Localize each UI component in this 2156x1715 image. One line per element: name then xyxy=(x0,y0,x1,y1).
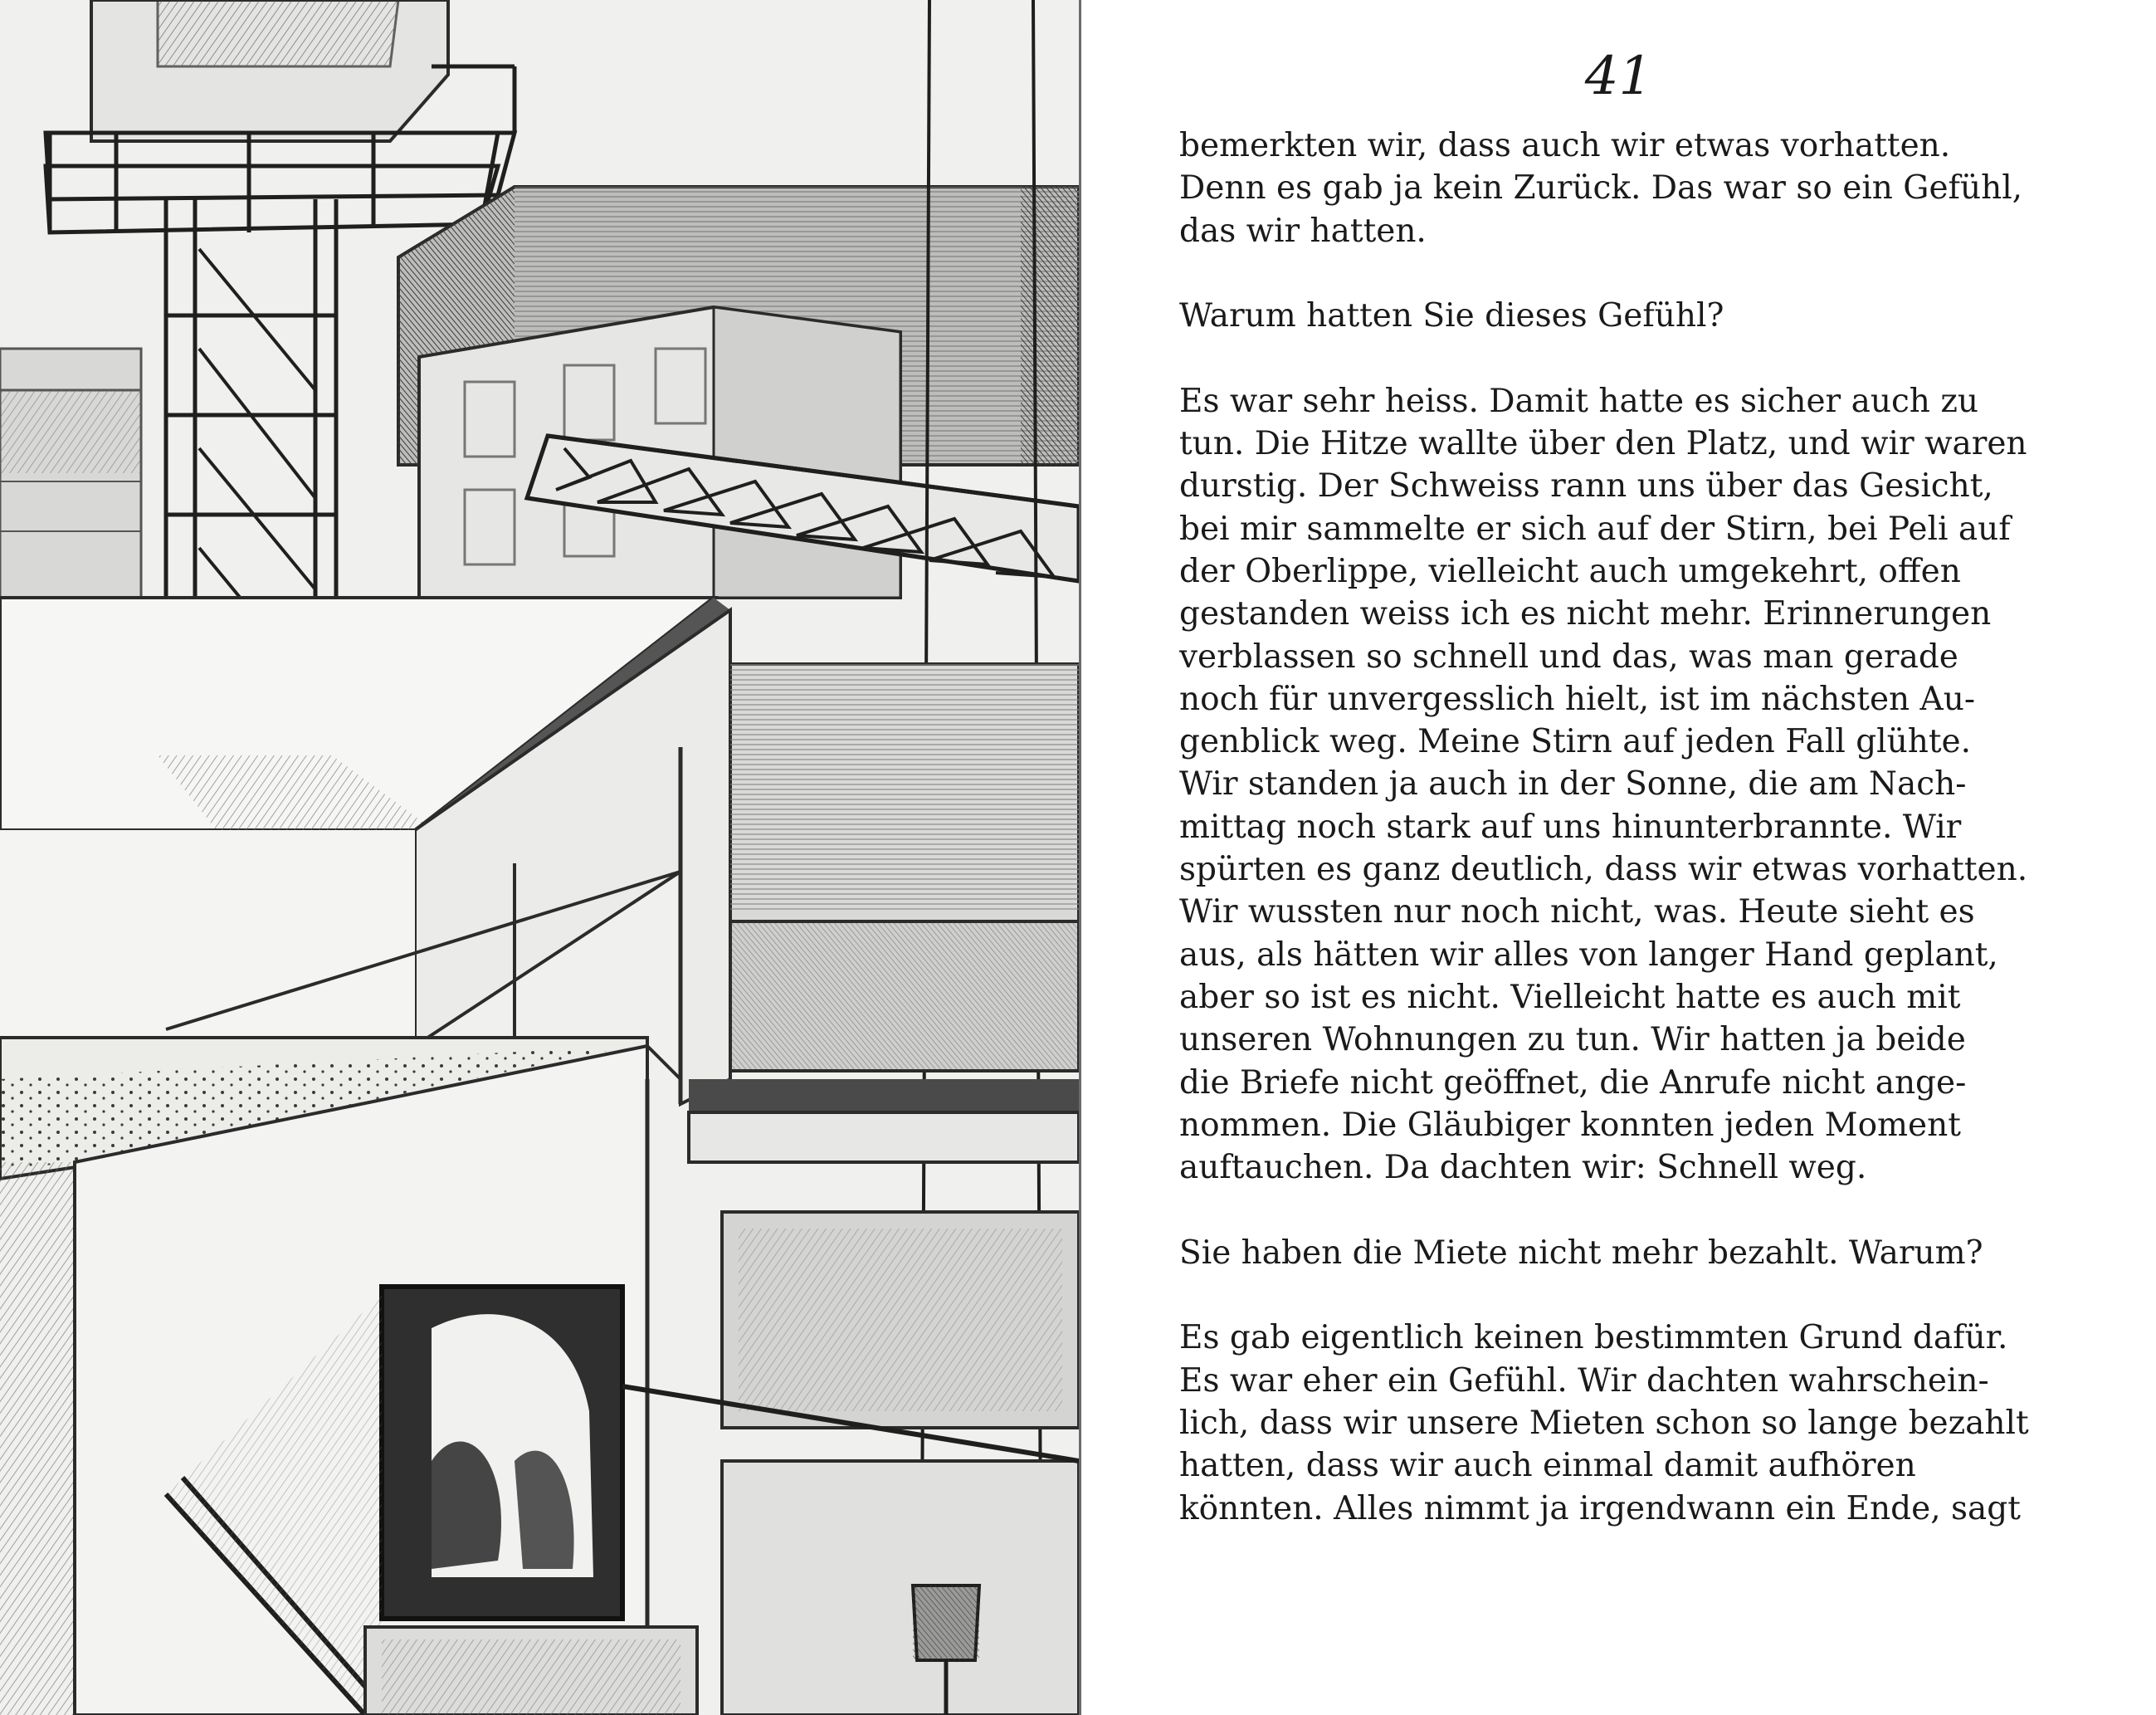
text-line: die Briefe nicht geöffnet, die Anrufe nicht ange- xyxy=(1179,1063,1967,1102)
paragraph-gap xyxy=(1179,1274,2117,1317)
page-number: 41 xyxy=(1584,46,1653,107)
framed-window xyxy=(382,1287,622,1619)
text-line: lich, dass wir unsere Mieten schon so lange bezahlt xyxy=(1179,1404,2029,1442)
top-tower-block xyxy=(91,0,448,141)
text-line: tun. Die Hitze wallte über den Platz, und wir waren xyxy=(1179,425,2027,463)
text-line: spürten es ganz deutlich, dass wir etwas vorhatten. xyxy=(1179,851,2028,889)
text-line: bei mir sammelte er sich auf der Stirn, bei Peli auf xyxy=(1179,510,2011,548)
text-line: Wir standen ja auch in der Sonne, die am Nach- xyxy=(1179,765,1967,804)
text-line: bemerkten wir, dass auch wir etwas vorhatten. xyxy=(1179,127,1951,164)
text-line: gestanden weiss ich es nicht mehr. Erinnerungen xyxy=(1179,595,1992,633)
text-line: durstig. Der Schweiss rann uns über das Gesicht, xyxy=(1179,467,1993,506)
question-line: Sie haben die Miete nicht mehr bezahlt. Warum? xyxy=(1179,1234,1983,1272)
text-page xyxy=(1081,0,2156,1715)
text-line: aus, als hätten wir alles von langer Hand geplant, xyxy=(1179,936,1998,974)
text-line: hatten, dass wir auch einmal damit aufhören xyxy=(1179,1447,1916,1485)
text-line: verblassen so schnell und das, was man gerade xyxy=(1179,638,1958,676)
text-line: auftauchen. Da dachten wir: Schnell weg. xyxy=(1179,1149,1867,1187)
text-line: Es war eher ein Gefühl. Wir dachten wahrschein- xyxy=(1179,1361,1989,1400)
paragraph-gap xyxy=(1179,252,2117,295)
text-line: Es gab eigentlich keinen bestimmten Grund dafür. xyxy=(1179,1319,2008,1357)
text-line: das wir hatten. xyxy=(1179,212,1427,250)
text-line: noch für unvergesslich hielt, ist im nächsten Au- xyxy=(1179,680,1976,718)
text-line: genblick weg. Meine Stirn auf jeden Fall glühte. xyxy=(1179,723,1972,761)
text-line: aber so ist es nicht. Vielleicht hatte es auch mit xyxy=(1179,978,1961,1016)
paragraph-gap xyxy=(1179,337,2117,379)
text-line: könnten. Alles nimmt ja irgendwann ein Ende, sagt xyxy=(1179,1489,2021,1527)
paragraph-gap xyxy=(1179,1189,2117,1231)
text-line: mittag noch stark auf uns hinunterbrannte. Wir xyxy=(1179,808,1962,846)
text-line: Es war sehr heiss. Damit hatte es sicher auch zu xyxy=(1179,382,1978,420)
body-text xyxy=(1179,125,2117,1530)
text-line: Wir wussten nur noch nicht, was. Heute sieht es xyxy=(1179,893,1975,931)
text-line: Denn es gab ja kein Zurück. Das war so ein Gefühl, xyxy=(1179,169,2023,208)
question-line: Warum hatten Sie dieses Gefühl? xyxy=(1179,297,1724,335)
text-line: nommen. Die Gläubiger konnten jeden Moment xyxy=(1179,1106,1961,1144)
text-line: unseren Wohnungen zu tun. Wir hatten ja beide xyxy=(1179,1021,1966,1059)
left-background-building xyxy=(0,349,141,623)
text-line: der Oberlippe, vielleicht auch umgekehrt, offen xyxy=(1179,552,1961,590)
bottom-block xyxy=(365,1627,697,1715)
